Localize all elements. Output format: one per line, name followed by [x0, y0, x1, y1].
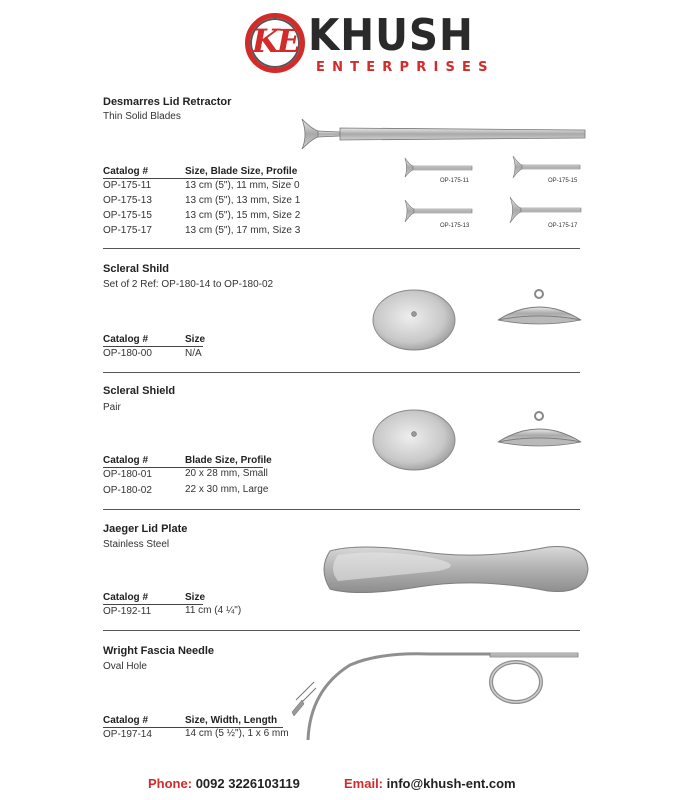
- section-title: Scleral Shield: [103, 385, 176, 397]
- header-underline: [103, 346, 203, 347]
- image-label: OP-175-15: [548, 178, 578, 184]
- column-header: Size, Blade Size, Profile: [185, 166, 298, 177]
- size-value: 14 cm (5 ½"), 1 x 6 mm: [185, 728, 289, 739]
- column-header: Size: [185, 334, 206, 345]
- catalog-number: OP-180-00: [103, 348, 152, 359]
- image-label: OP-175-11: [440, 178, 469, 184]
- size-value: 11 cm (4 ¼"): [185, 605, 242, 616]
- image-label: OP-175-13: [440, 223, 470, 229]
- column-header: Catalog #: [103, 715, 149, 726]
- catalog-number: OP-175-17: [103, 225, 152, 236]
- catalog-number: OP-180-02: [103, 485, 152, 496]
- catalog-number: OP-175-15: [103, 210, 152, 221]
- column-header: Size, Width, Length: [185, 715, 278, 726]
- retractor-thumb: [404, 199, 474, 223]
- section-divider: [103, 630, 580, 631]
- email-label: Email:: [344, 776, 384, 791]
- column-header: Catalog #: [103, 334, 149, 345]
- section-subtitle: Stainless Steel: [103, 539, 170, 550]
- size-value: 13 cm (5"), 13 mm, Size 1: [185, 195, 301, 206]
- column-header: Catalog #: [103, 166, 149, 177]
- email-contact: [344, 776, 516, 791]
- column-header: Size: [185, 592, 206, 603]
- catalog-number: OP-197-14: [103, 729, 152, 740]
- scleral-shield-front-image: [370, 288, 460, 352]
- retractor-image: [300, 115, 590, 155]
- retractor-thumb: [404, 157, 474, 179]
- phone-contact: [148, 776, 300, 791]
- section-divider: [103, 509, 580, 510]
- phone-number[interactable]: 0092 3226103119: [195, 776, 300, 791]
- section-divider: [103, 372, 580, 373]
- size-value: 20 x 28 mm, Small: [185, 468, 268, 479]
- retractor-thumb: [512, 155, 582, 179]
- section-divider: [103, 248, 580, 249]
- lid-plate-image: [318, 541, 590, 599]
- column-header: Catalog #: [103, 592, 149, 603]
- section-title: Desmarres Lid Retractor: [103, 96, 232, 108]
- section-subtitle: Pair: [103, 402, 121, 413]
- email-address[interactable]: info@khush-ent.com: [386, 776, 516, 791]
- fascia-needle-image: [290, 650, 582, 745]
- brand-tagline: ENTERPRISES: [316, 60, 495, 75]
- logo-mark: KE: [251, 22, 299, 60]
- catalog-number: OP-192-11: [103, 606, 152, 617]
- section-subtitle: Set of 2 Ref: OP-180-14 to OP-180-02: [103, 279, 274, 290]
- column-header: Blade Size, Profile: [185, 455, 272, 466]
- catalog-number: OP-175-13: [103, 195, 152, 206]
- section-subtitle: Thin Solid Blades: [103, 111, 181, 122]
- image-label: OP-175-17: [548, 223, 578, 229]
- scleral-shield-side-image: [495, 410, 585, 454]
- phone-label: Phone:: [148, 776, 193, 791]
- scleral-shield-front-image: [370, 408, 460, 472]
- size-value: 22 x 30 mm, Large: [185, 484, 269, 495]
- header-underline: [103, 178, 293, 179]
- size-value: 13 cm (5"), 17 mm, Size 3: [185, 225, 301, 236]
- retractor-thumb: [509, 196, 583, 224]
- section-title: Wright Fascia Needle: [103, 645, 215, 657]
- size-value: 13 cm (5"), 11 mm, Size 0: [185, 180, 300, 191]
- catalog-number: OP-175-11: [103, 180, 152, 191]
- section-title: Jaeger Lid Plate: [103, 523, 188, 535]
- size-value: 13 cm (5"), 15 mm, Size 2: [185, 210, 301, 221]
- brand-name: KHUSH: [308, 10, 474, 61]
- column-header: Catalog #: [103, 455, 149, 466]
- scleral-shield-side-image: [495, 288, 585, 332]
- section-subtitle: Oval Hole: [103, 661, 147, 672]
- size-value: N/A: [185, 348, 202, 359]
- section-title: Scleral Shild: [103, 263, 170, 275]
- catalog-number: OP-180-01: [103, 469, 152, 480]
